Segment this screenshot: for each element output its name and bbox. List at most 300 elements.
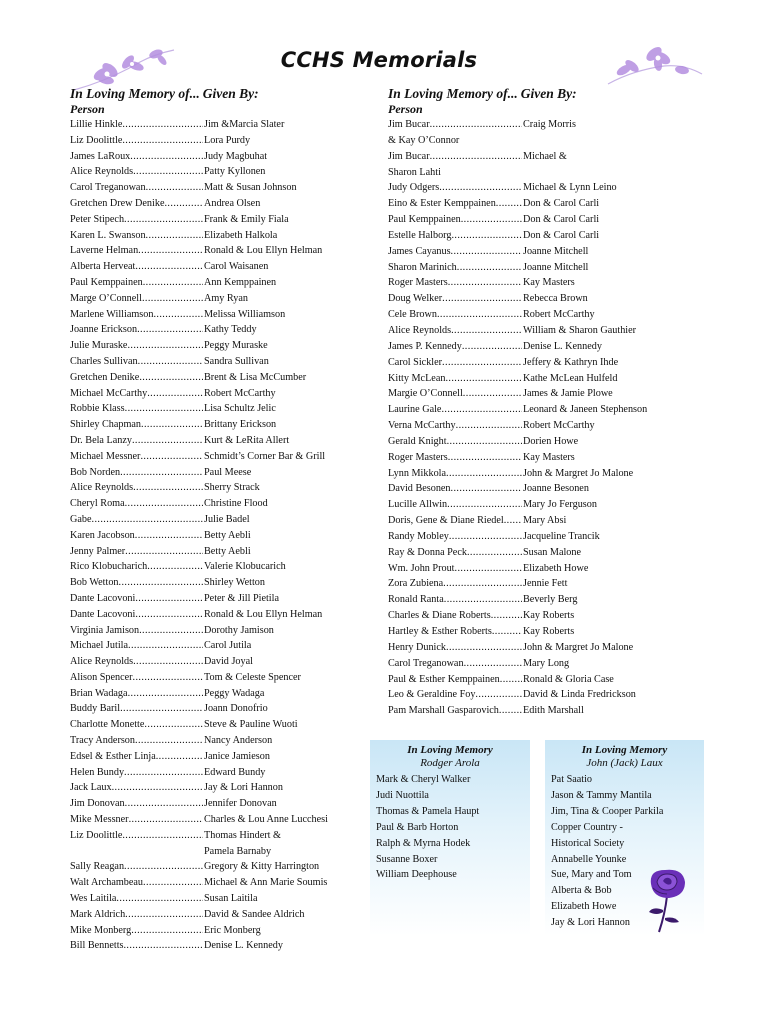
memorial-person bbox=[388, 402, 522, 418]
memorial-person bbox=[70, 307, 203, 323]
dot-leader bbox=[457, 260, 522, 276]
memorial-person bbox=[70, 117, 203, 133]
dot-leader bbox=[133, 654, 203, 670]
memorial-person bbox=[388, 291, 522, 307]
dot-leader bbox=[447, 497, 522, 513]
memorial-row bbox=[70, 907, 342, 923]
dot-leader bbox=[137, 322, 203, 338]
dot-leader bbox=[447, 434, 522, 450]
given-by-name: Joanne Besonen bbox=[523, 483, 589, 495]
dot-leader bbox=[448, 450, 522, 466]
given-by-name: Pamela Barnaby bbox=[204, 845, 272, 857]
box-heading: In Loving Memory bbox=[581, 744, 668, 756]
donor-name: Pat Saatio bbox=[551, 774, 593, 785]
memorial-row bbox=[70, 828, 342, 844]
donor-name: Annabelle Younke bbox=[551, 853, 627, 865]
donor-name: Copper Country - bbox=[551, 821, 623, 833]
dot-leader bbox=[445, 371, 522, 387]
person-name: Joanne Erickson bbox=[70, 324, 138, 336]
memorial-row bbox=[388, 545, 678, 561]
dot-leader bbox=[475, 687, 522, 703]
dot-leader bbox=[124, 765, 203, 781]
given-by-name: Kathy Teddy bbox=[204, 324, 257, 336]
memorial-person bbox=[70, 796, 203, 812]
given-by-name: Nancy Anderson bbox=[204, 735, 273, 747]
person-name: Julie Muraske bbox=[70, 340, 128, 352]
memorial-person bbox=[70, 623, 203, 639]
given-by-name: Leonard & Janeen Stephenson bbox=[523, 404, 648, 416]
given-by-name: Peter & Jill Pietila bbox=[204, 592, 279, 604]
memorial-person bbox=[70, 828, 203, 844]
given-by-name: Betty Aebli bbox=[204, 545, 251, 557]
dot-leader bbox=[124, 859, 203, 875]
dot-leader bbox=[141, 417, 203, 433]
given-by-name: Betty Aebli bbox=[204, 529, 251, 541]
memorial-row bbox=[388, 339, 678, 355]
memorial-person bbox=[388, 212, 522, 228]
person-name: Michael McCarthy bbox=[70, 387, 148, 399]
given-by-name: Don & Carol Carli bbox=[523, 229, 600, 241]
person-name: Zora Zubiena bbox=[388, 578, 444, 590]
memorial-row bbox=[388, 576, 678, 592]
memorial-person bbox=[388, 656, 522, 672]
memorial-person bbox=[70, 733, 203, 749]
memorial-row bbox=[70, 717, 342, 733]
person-name: James LaRoux bbox=[70, 150, 131, 162]
given-by-name bbox=[522, 133, 678, 149]
given-by-name: William & Sharon Gauthier bbox=[523, 324, 637, 336]
given-by-name: Paul Meese bbox=[204, 466, 252, 478]
memorial-row bbox=[70, 307, 342, 323]
memorial-person bbox=[388, 529, 522, 545]
dot-leader bbox=[135, 591, 203, 607]
memorial-row bbox=[70, 275, 342, 291]
given-by-name: Michael & bbox=[523, 150, 567, 162]
person-name: Jenny Palmer bbox=[70, 545, 126, 557]
given-by-name: Brittany Erickson bbox=[204, 419, 277, 431]
memorial-row bbox=[388, 703, 678, 719]
memorial-row bbox=[70, 670, 342, 686]
dot-leader bbox=[444, 592, 522, 608]
dot-leader bbox=[430, 117, 522, 133]
donor-name: Ralph & Myrna Hodek bbox=[376, 837, 471, 849]
memorial-person bbox=[70, 228, 203, 244]
given-by-name: Melissa Williamson bbox=[204, 308, 286, 320]
given-by-name: Ronald & Lou Ellyn Helman bbox=[204, 245, 323, 257]
dot-leader bbox=[439, 180, 522, 196]
dot-leader bbox=[463, 386, 522, 402]
person-name: Alice Reynolds bbox=[70, 482, 134, 494]
given-by-name: Peggy Wadaga bbox=[204, 687, 265, 699]
dot-leader bbox=[128, 638, 203, 654]
given-by-name: Amy Ryan bbox=[204, 292, 249, 304]
memorial-person bbox=[70, 559, 203, 575]
memorial-person bbox=[70, 480, 203, 496]
memorial-row bbox=[70, 701, 342, 717]
memorial-row bbox=[70, 512, 342, 528]
dot-leader bbox=[133, 670, 203, 686]
memorial-person bbox=[70, 875, 203, 891]
person-name: Verna McCarthy bbox=[388, 420, 456, 432]
person-name: Jim Bucar bbox=[388, 150, 430, 162]
box-honoree-name: John (Jack) Laux bbox=[586, 757, 663, 769]
memorial-person bbox=[388, 466, 522, 482]
given-by-name: Joann Donofrio bbox=[204, 703, 268, 715]
person-name: Jim Bucar bbox=[388, 119, 430, 130]
memorial-row bbox=[70, 544, 342, 560]
dot-leader bbox=[124, 212, 203, 228]
memorial-person bbox=[70, 923, 203, 939]
given-by-name: Mary Absi bbox=[523, 515, 567, 527]
given-by-name: Valerie Klobucarich bbox=[204, 561, 286, 573]
dot-leader bbox=[123, 938, 203, 954]
dot-leader bbox=[448, 275, 522, 291]
memorial-row bbox=[388, 497, 678, 513]
dot-leader bbox=[467, 545, 522, 561]
person-name: Alison Spencer bbox=[70, 671, 133, 683]
person-name: Lucille Allwin bbox=[388, 499, 448, 511]
given-by-name: Denise L. Kennedy bbox=[204, 940, 283, 952]
given-by-name: Steve & Pauline Wuoti bbox=[204, 719, 298, 731]
dot-leader bbox=[128, 686, 203, 702]
memorial-row bbox=[70, 638, 342, 654]
person-name: Shirley Chapman bbox=[70, 419, 142, 431]
memorial-row bbox=[388, 450, 678, 466]
dot-leader bbox=[456, 418, 522, 434]
memorial-person bbox=[70, 686, 203, 702]
memorial-person bbox=[70, 291, 203, 307]
dot-leader bbox=[462, 339, 522, 355]
memorial-row bbox=[388, 275, 678, 291]
memorial-person bbox=[388, 117, 522, 133]
memorial-row bbox=[70, 654, 342, 670]
memorial-row bbox=[70, 449, 342, 465]
dot-leader bbox=[138, 354, 203, 370]
memorial-row bbox=[70, 259, 342, 275]
person-name: Charles & Diane Roberts bbox=[388, 610, 491, 622]
memorial-row bbox=[70, 386, 342, 402]
memorial-person bbox=[388, 196, 522, 212]
memorial-row bbox=[70, 149, 342, 165]
person-name: Michael Jutila bbox=[70, 640, 128, 652]
person-name: Mike Messner bbox=[70, 814, 129, 826]
dot-leader bbox=[122, 117, 203, 133]
dot-leader bbox=[125, 907, 203, 923]
memorial-row bbox=[388, 244, 678, 260]
memorial-person bbox=[70, 907, 203, 923]
given-by-name: Robert McCarthy bbox=[204, 387, 276, 399]
memorial-person bbox=[70, 717, 203, 733]
person-name: Lillie Hinkle bbox=[70, 119, 123, 130]
given-by-name: David Joyal bbox=[204, 656, 253, 668]
dot-leader bbox=[441, 402, 522, 418]
memorial-person bbox=[388, 133, 522, 149]
dot-leader bbox=[125, 544, 203, 560]
header-person: Person bbox=[70, 102, 105, 116]
memorial-person bbox=[70, 196, 203, 212]
given-by-name: Tom & Celeste Spencer bbox=[204, 671, 301, 683]
memorial-person bbox=[70, 417, 203, 433]
memorial-person bbox=[70, 433, 203, 449]
person-name: Charles Sullivan bbox=[70, 355, 138, 367]
donor-name: Alberta & Bob bbox=[551, 885, 612, 897]
dot-leader bbox=[139, 623, 203, 639]
memorial-row bbox=[388, 165, 678, 181]
donor-name: William Deephouse bbox=[376, 869, 457, 881]
right-memorial-column bbox=[388, 86, 678, 719]
person-name: Gerald Knight bbox=[388, 435, 447, 447]
memorial-row bbox=[70, 938, 342, 954]
dot-leader bbox=[131, 923, 203, 939]
memorial-row bbox=[70, 465, 342, 481]
given-by-name: Craig Morris bbox=[523, 119, 576, 130]
dot-leader bbox=[133, 480, 203, 496]
given-by-name: Dorien Howe bbox=[523, 435, 579, 447]
memorial-row bbox=[70, 480, 342, 496]
person-name: Paul Kemppainen bbox=[388, 214, 461, 226]
person-name: Michael Messner bbox=[70, 450, 141, 462]
person-name: Karen L. Swanson bbox=[70, 229, 146, 241]
given-by-name: Frank & Emily Fiala bbox=[204, 213, 289, 225]
memorial-person bbox=[70, 670, 203, 686]
memorial-row bbox=[70, 496, 342, 512]
memorial-row bbox=[70, 780, 342, 796]
given-by-name: Joanne Mitchell bbox=[523, 245, 589, 257]
dot-leader bbox=[491, 608, 522, 624]
memorial-row bbox=[70, 243, 342, 259]
person-name: Laurine Gale bbox=[388, 404, 442, 416]
given-by-name: Elizabeth Howe bbox=[523, 562, 589, 574]
given-by-name: Shirley Wetton bbox=[204, 577, 265, 589]
dot-leader bbox=[133, 164, 203, 180]
person-name: David Besonen bbox=[388, 483, 451, 495]
person-name: Robbie Klass bbox=[70, 403, 125, 415]
memorial-row bbox=[70, 765, 342, 781]
dot-leader bbox=[125, 401, 203, 417]
given-by-name: Carol Waisanen bbox=[204, 261, 269, 273]
memorial-row bbox=[388, 291, 678, 307]
given-by-name: Susan Laitila bbox=[204, 893, 258, 905]
left-column-header bbox=[70, 86, 342, 102]
person-name: Edsel & Esther Linja bbox=[70, 750, 156, 762]
memorial-row bbox=[388, 180, 678, 196]
dot-leader bbox=[122, 828, 203, 844]
person-name: Gretchen Drew Denike bbox=[70, 197, 165, 209]
person-name: Liz Doolittle bbox=[70, 134, 123, 146]
person-name: Hartley & Esther Roberts bbox=[388, 626, 492, 637]
dot-leader bbox=[135, 607, 203, 623]
memorial-person bbox=[388, 703, 522, 719]
person-name: Jack Laux bbox=[70, 782, 112, 794]
memorial-row bbox=[388, 481, 678, 497]
memorial-person bbox=[388, 228, 522, 244]
given-by-name: Jim &Marcia Slater bbox=[204, 119, 285, 130]
memorial-row bbox=[70, 133, 342, 149]
given-by-name: Beverly Berg bbox=[523, 594, 578, 606]
person-name: Dr. Bela Lanzy bbox=[70, 434, 132, 446]
dot-leader bbox=[92, 512, 204, 528]
donor-name: Mark & Cheryl Walker bbox=[376, 774, 471, 785]
memorial-row bbox=[70, 844, 342, 860]
memorial-row bbox=[70, 291, 342, 307]
memorial-person bbox=[388, 339, 522, 355]
given-by-name: Jacqueline Trancik bbox=[523, 530, 600, 542]
given-by-name: Carol Jutila bbox=[204, 640, 252, 652]
memorial-person bbox=[70, 465, 203, 481]
memorial-person bbox=[70, 844, 203, 860]
memorial-person bbox=[70, 275, 203, 291]
memorial-row bbox=[388, 307, 678, 323]
memorial-row bbox=[70, 370, 342, 386]
person-name: Cheryl Roma bbox=[70, 498, 125, 510]
memorial-person bbox=[70, 938, 203, 954]
given-by-name: Peggy Muraske bbox=[204, 340, 268, 352]
memorial-person bbox=[388, 576, 522, 592]
dot-leader bbox=[164, 196, 203, 212]
memorial-person bbox=[70, 512, 203, 528]
memorial-row bbox=[70, 528, 342, 544]
memorial-row bbox=[388, 561, 678, 577]
given-by-name: Lora Purdy bbox=[204, 134, 251, 146]
person-name: Roger Masters bbox=[388, 451, 448, 463]
memorial-person bbox=[388, 513, 522, 529]
given-by-name: Susan Malone bbox=[523, 546, 582, 558]
memorial-person bbox=[70, 749, 203, 765]
dot-leader bbox=[461, 212, 522, 228]
dot-leader bbox=[116, 891, 203, 907]
person-name: Marlene Williamson bbox=[70, 308, 154, 320]
dot-leader bbox=[430, 149, 522, 165]
given-by-name: Don & Carol Carli bbox=[523, 198, 600, 210]
person-name: Cele Brown bbox=[388, 309, 437, 321]
dot-leader bbox=[156, 749, 203, 765]
memorial-row bbox=[388, 418, 678, 434]
memorial-row bbox=[70, 891, 342, 907]
dot-leader bbox=[139, 370, 203, 386]
header-in-loving-memory: In Loving Memory of... bbox=[388, 86, 518, 101]
left-memorial-list bbox=[70, 117, 342, 954]
given-by-name: Jennifer Donovan bbox=[204, 798, 277, 810]
given-by-name: Kay Roberts bbox=[523, 610, 575, 622]
dot-leader bbox=[451, 323, 522, 339]
memorial-person bbox=[388, 624, 522, 640]
person-name: Charlotte Monette bbox=[70, 719, 145, 731]
dot-leader bbox=[147, 559, 203, 575]
memorial-row bbox=[70, 623, 342, 639]
person-name: Paul & Esther Kemppainen bbox=[388, 673, 500, 685]
dot-leader bbox=[143, 275, 203, 291]
person-name: Eino & Ester Kemppainen bbox=[388, 198, 496, 210]
memorial-person bbox=[70, 496, 203, 512]
person-name: Bob Norden bbox=[70, 466, 121, 478]
person-name: Ray & Donna Peck bbox=[388, 546, 467, 558]
memorial-row bbox=[70, 212, 342, 228]
given-by-name: John & Margret Jo Malone bbox=[523, 467, 634, 479]
given-by-name: Judy Magbuhat bbox=[204, 150, 268, 162]
person-name: Roger Masters bbox=[388, 277, 448, 289]
given-by-name: Sherry Strack bbox=[204, 482, 260, 494]
given-by-name: Denise L. Kennedy bbox=[523, 340, 602, 352]
memorial-person bbox=[388, 165, 522, 181]
memorial-person bbox=[388, 672, 522, 688]
person-name: & Kay O’Connor bbox=[388, 134, 460, 146]
person-name: Marge O’Connell bbox=[70, 292, 142, 304]
memorial-person bbox=[70, 607, 203, 623]
given-by-name: Kay Roberts bbox=[523, 626, 575, 637]
memorial-person bbox=[70, 575, 203, 591]
person-name: Alice Reynolds bbox=[388, 324, 452, 336]
dot-leader bbox=[153, 307, 203, 323]
dot-leader bbox=[449, 529, 522, 545]
memorial-person bbox=[70, 212, 203, 228]
memorial-row bbox=[70, 433, 342, 449]
person-name: Henry Dunick bbox=[388, 641, 446, 653]
given-by-name: Gregory & Kitty Harrington bbox=[204, 861, 320, 873]
person-name: Gretchen Denike bbox=[70, 371, 140, 383]
memorial-row bbox=[388, 624, 678, 640]
dot-leader bbox=[143, 875, 203, 891]
box-honoree-name: Rodger Arola bbox=[420, 757, 480, 769]
memorial-person bbox=[388, 418, 522, 434]
donor-name: Sue, Mary and Tom bbox=[551, 869, 632, 881]
donor-name: Elizabeth Howe bbox=[551, 901, 617, 913]
memorial-box-jack-laux bbox=[545, 740, 704, 936]
given-by-name: Kay Masters bbox=[523, 451, 575, 463]
given-by-name: Kurt & LeRita Allert bbox=[204, 434, 290, 446]
dot-leader bbox=[135, 733, 203, 749]
memorial-row bbox=[70, 228, 342, 244]
person-name: Peter Stipech bbox=[70, 213, 125, 225]
header-given-by: Given By: bbox=[520, 86, 577, 101]
memorial-row bbox=[70, 575, 342, 591]
memorial-row bbox=[388, 640, 678, 656]
dot-leader bbox=[144, 717, 203, 733]
dot-leader bbox=[122, 133, 203, 149]
memorial-row bbox=[388, 513, 678, 529]
dot-leader bbox=[125, 496, 203, 512]
memorial-person bbox=[388, 561, 522, 577]
box-heading: In Loving Memory bbox=[407, 744, 493, 756]
donor-name: Thomas & Pamela Haupt bbox=[376, 805, 480, 817]
memorial-row bbox=[388, 386, 678, 402]
memorial-row bbox=[70, 875, 342, 891]
given-by-name: Robert McCarthy bbox=[523, 309, 595, 321]
given-by-name: Michael & Lynn Leino bbox=[523, 182, 617, 194]
given-by-name: James & Jamie Plowe bbox=[523, 388, 613, 400]
memorial-person bbox=[70, 765, 203, 781]
memorial-row bbox=[388, 687, 678, 703]
memorial-person bbox=[388, 149, 522, 165]
memorial-person bbox=[388, 307, 522, 323]
given-by-name: John & Margret Jo Malone bbox=[523, 641, 634, 653]
given-by-name: Janice Jamieson bbox=[204, 750, 270, 762]
memorial-person bbox=[388, 323, 522, 339]
memorial-person bbox=[70, 354, 203, 370]
person-name: Sharon Lahti bbox=[388, 166, 441, 178]
person-name: Helen Bundy bbox=[70, 766, 125, 778]
memorial-person bbox=[388, 244, 522, 260]
donor-name: Judi Nuottila bbox=[376, 789, 429, 801]
dot-leader bbox=[500, 672, 522, 688]
right-column-header bbox=[388, 86, 678, 102]
given-by-name: Edith Marshall bbox=[523, 705, 584, 717]
dot-leader bbox=[446, 640, 522, 656]
given-by-name: David & Linda Fredrickson bbox=[523, 689, 636, 701]
memorial-row bbox=[388, 434, 678, 450]
header-person: Person bbox=[388, 102, 423, 116]
dot-leader bbox=[496, 196, 522, 212]
person-name: Carol Treganowan bbox=[388, 657, 464, 669]
